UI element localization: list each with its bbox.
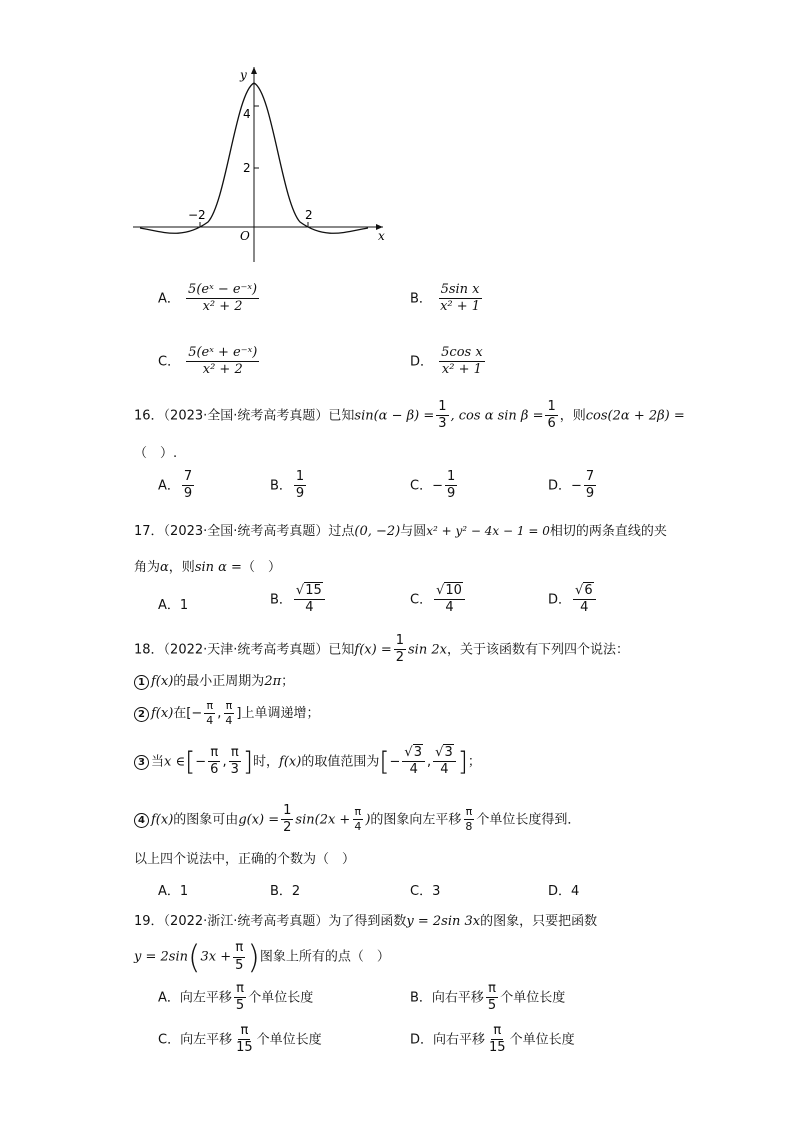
q17-option-b[interactable]: B． $\frac{√15}{4}$ xyxy=(270,584,327,616)
y-axis-arrow-icon xyxy=(251,67,257,74)
q19-option-b[interactable]: B．向右平移 $\frac{\pi}{5}$ 个单位长度 xyxy=(410,981,566,1014)
q16-option-c[interactable]: C．− $\frac{1}{9}$ xyxy=(410,469,456,502)
q18-summary: 以上四个说法中，正确的个数为（ ） xyxy=(134,852,356,867)
q15b-den: x² + 1 xyxy=(440,299,481,315)
q16-option-b[interactable]: B． $\frac{1}{9}$ xyxy=(270,469,305,502)
tick-label-y-2: 2 xyxy=(243,161,251,175)
q18-stem: 18．（2022·天津·统考高考真题）已知f(x) = $\frac{1}{2}$ sin 2x，关于该函数有下列四个说法： xyxy=(134,633,629,666)
q17-stem-line1: 17．（2023·全国·统考高考真题）过点(0, −2)与圆x² + y² − 4x − 1 = 0相切的两条直线的夹 xyxy=(134,524,667,539)
q18-statement-3: 3 当x ∈[− $\frac{\pi}{6}$ , $\frac{\pi}{3}$ ]时，f(x)的取值范围为[− $\frac{√3}{4}$ , $\frac{√3}{4}$ ]； xyxy=(134,746,481,778)
circled-number-3-icon: 3 xyxy=(134,755,149,770)
q18-option-b[interactable]: B．2 xyxy=(270,884,301,899)
q16-option-a[interactable]: A． $\frac{7}{9}$ xyxy=(158,469,193,502)
q15d-num: 5cos x xyxy=(439,346,485,362)
origin-label: O xyxy=(240,229,250,243)
function-graph xyxy=(128,62,393,267)
q18-statement-1: 1 f(x)的最小正周期为2π； xyxy=(134,670,294,690)
q15-option-b[interactable]: B． $\frac{\text{5sin x}}{\text{x² + 1}}$ xyxy=(410,282,481,315)
q18-option-c[interactable]: C．3 xyxy=(410,884,441,899)
q16-paren: （ ）. xyxy=(134,446,178,461)
q18-statement-4: 4 f(x)的图象可由g(x) = $\frac{1}{2}$ sin(2x + $\frac{\pi}{4}$ )的图象向左平移 $\frac{\pi}{8}$ 个单位长度得到． xyxy=(134,804,580,836)
q18-statement-2: 2 f(x)在[− $\frac{\pi}{4}$ , $\frac{\pi}{4}$ ]上单调递增； xyxy=(134,700,319,727)
q17-stem-line2: 角为α，则sin α =（ ） xyxy=(134,560,281,575)
y-axis-label: y xyxy=(240,68,247,82)
circled-number-2-icon: 2 xyxy=(134,707,149,722)
q19-stem-line1: 19．（2022·浙江·统考高考真题）为了得到函数y = 2sin 3x的图象，只要把函数 xyxy=(134,914,598,929)
q19-option-d[interactable]: D．向右平移 $\frac{\pi}{15}$ 个单位长度 xyxy=(410,1023,575,1056)
q15d-den: x² + 1 xyxy=(441,362,482,378)
q15c-den: x² + 2 xyxy=(202,362,243,378)
q19-option-c[interactable]: C．向左平移 $\frac{\pi}{15}$ 个单位长度 xyxy=(158,1023,322,1056)
tick-label-y-4: 4 xyxy=(243,107,251,121)
q17-option-c[interactable]: C． $\frac{√10}{4}$ xyxy=(410,584,467,616)
q15b-num: 5sin x xyxy=(439,283,482,299)
x-axis-label: x xyxy=(378,229,385,243)
q16-option-d[interactable]: D．− $\frac{7}{9}$ xyxy=(548,469,595,502)
q19-option-a[interactable]: A．向左平移 $\frac{\pi}{5}$ 个单位长度 xyxy=(158,981,314,1014)
q15-option-a[interactable]: A． $\frac{\text{5(eˣ − e⁻ˣ)}}{\text{x² + 2}}$ xyxy=(158,282,258,315)
q17-option-a[interactable]: A．1 xyxy=(158,598,189,613)
q15a-num: 5(eˣ − e⁻ˣ) xyxy=(186,283,259,299)
q15c-num: 5(eˣ + e⁻ˣ) xyxy=(186,346,259,362)
q17-option-d[interactable]: D． $\frac{√6}{4}$ xyxy=(548,584,598,616)
q16-stem: 16．（2023·全国·统考高考真题）已知sin(α − β) = $\frac{1}{3}$ , cos α sin β = $\frac{1}{6}$ ，则cos(2α + 2β) = xyxy=(134,399,685,432)
q19-stem-line2: y = 2sin(3x + $\frac{\pi}{5}$ )图象上所有的点（ ） xyxy=(134,938,390,976)
circled-number-1-icon: 1 xyxy=(134,675,149,690)
q18-option-d[interactable]: D．4 xyxy=(548,884,580,899)
q15a-den: x² + 2 xyxy=(202,299,243,315)
q18-option-a[interactable]: A．1 xyxy=(158,884,189,899)
circled-number-4-icon: 4 xyxy=(134,813,149,828)
tick-label-x-2: 2 xyxy=(305,208,313,222)
q15-option-d[interactable]: D． $\frac{\text{5cos x}}{\text{x² + 1}}$ xyxy=(410,345,483,378)
tick-label-x-neg2: −2 xyxy=(188,208,206,222)
q15-option-c[interactable]: C． $\frac{\text{5(eˣ + e⁻ˣ)}}{\text{x² + 2}}$ xyxy=(158,345,258,378)
